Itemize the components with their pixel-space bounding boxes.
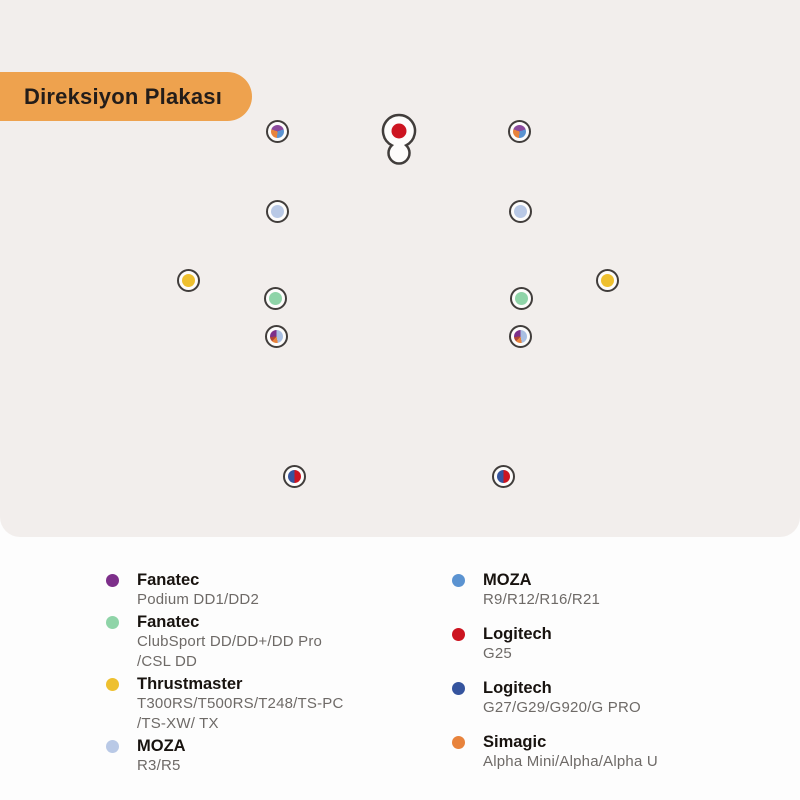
legend-brand: Logitech xyxy=(483,625,552,643)
plate-hole-bottom-right-logitech xyxy=(492,465,515,488)
plate-hole-mid-right-moza-r3 xyxy=(509,200,532,223)
legend-text xyxy=(137,612,322,672)
legend-color-dot xyxy=(452,574,465,587)
legend-item xyxy=(106,674,344,734)
hole-color-dot xyxy=(269,292,282,305)
hole-color-dot xyxy=(497,470,510,483)
legend-model: G25 xyxy=(483,645,512,662)
legend-color-dot xyxy=(106,678,119,691)
legend-panel xyxy=(0,537,800,800)
legend-color-dot xyxy=(106,574,119,587)
legend-brand: Simagic xyxy=(483,733,547,751)
legend-item xyxy=(452,570,658,610)
plate-hole-inner-left-fanatec-clubsport xyxy=(264,287,287,310)
legend-brand: Thrustmaster xyxy=(137,675,243,693)
keyhole-slot-icon xyxy=(378,112,420,166)
keyhole-red-dot xyxy=(392,124,407,139)
legend-model: T300RS/T500RS/T248/TS-PC xyxy=(137,695,344,712)
legend-text xyxy=(137,570,259,610)
legend-model: /CSL DD xyxy=(137,653,198,670)
plate-hole-inner-right-fanatec-clubsport xyxy=(510,287,533,310)
plate-hole-mid-left-moza-r3 xyxy=(266,200,289,223)
hole-color-dot xyxy=(270,330,283,343)
legend-text xyxy=(483,570,600,610)
legend-text xyxy=(483,678,641,718)
legend-text xyxy=(137,736,186,776)
plate-hole-low-right-shared xyxy=(509,325,532,348)
hole-color-dot xyxy=(271,125,284,138)
hole-color-dot xyxy=(271,205,284,218)
legend-model: Alpha Mini/Alpha/Alpha U xyxy=(483,753,658,770)
legend-brand: Fanatec xyxy=(137,613,200,631)
legend-item xyxy=(106,736,344,776)
hole-color-dot xyxy=(182,274,195,287)
legend-color-dot xyxy=(452,682,465,695)
legend-text xyxy=(483,732,658,772)
legend-model: /TS-XW/ TX xyxy=(137,715,219,732)
legend-model: R3/R5 xyxy=(137,757,181,774)
legend-model: R9/R12/R16/R21 xyxy=(483,591,601,608)
legend-text xyxy=(483,624,552,664)
legend-brand: MOZA xyxy=(137,737,186,755)
title-badge xyxy=(0,72,252,121)
legend-text xyxy=(137,674,344,734)
plate-hole-outer-left-thrustmaster xyxy=(177,269,200,292)
legend-brand: Logitech xyxy=(483,679,552,697)
page-title: Direksiyon Plakası xyxy=(24,83,223,109)
legend-brand: MOZA xyxy=(483,571,532,589)
legend-model: Podium DD1/DD2 xyxy=(137,591,260,608)
hole-color-dot xyxy=(514,205,527,218)
hole-color-dot xyxy=(515,292,528,305)
legend-item xyxy=(452,624,658,664)
legend-color-dot xyxy=(106,616,119,629)
legend-column-1 xyxy=(106,570,344,778)
legend-color-dot xyxy=(106,740,119,753)
plate-hole-bottom-left-logitech xyxy=(283,465,306,488)
hole-color-dot xyxy=(288,470,301,483)
legend-item xyxy=(452,732,658,772)
legend-item xyxy=(452,678,658,718)
legend-brand: Fanatec xyxy=(137,571,200,589)
hole-color-dot xyxy=(514,330,527,343)
legend-color-dot xyxy=(452,736,465,749)
legend-model: G27/G29/G920/G PRO xyxy=(483,699,641,716)
legend-item xyxy=(106,570,344,610)
plate-hole-low-left-shared xyxy=(265,325,288,348)
keyhole-outline xyxy=(383,115,415,164)
hole-color-dot xyxy=(513,125,526,138)
plate-hole-top-right-shared xyxy=(508,120,531,143)
legend-item xyxy=(106,612,344,672)
hole-color-dot xyxy=(601,274,614,287)
legend-color-dot xyxy=(452,628,465,641)
plate-hole-top-left-shared xyxy=(266,120,289,143)
legend-model: ClubSport DD/DD+/DD Pro xyxy=(137,633,323,650)
plate-hole-outer-right-thrustmaster xyxy=(596,269,619,292)
legend-column-2 xyxy=(452,570,658,786)
